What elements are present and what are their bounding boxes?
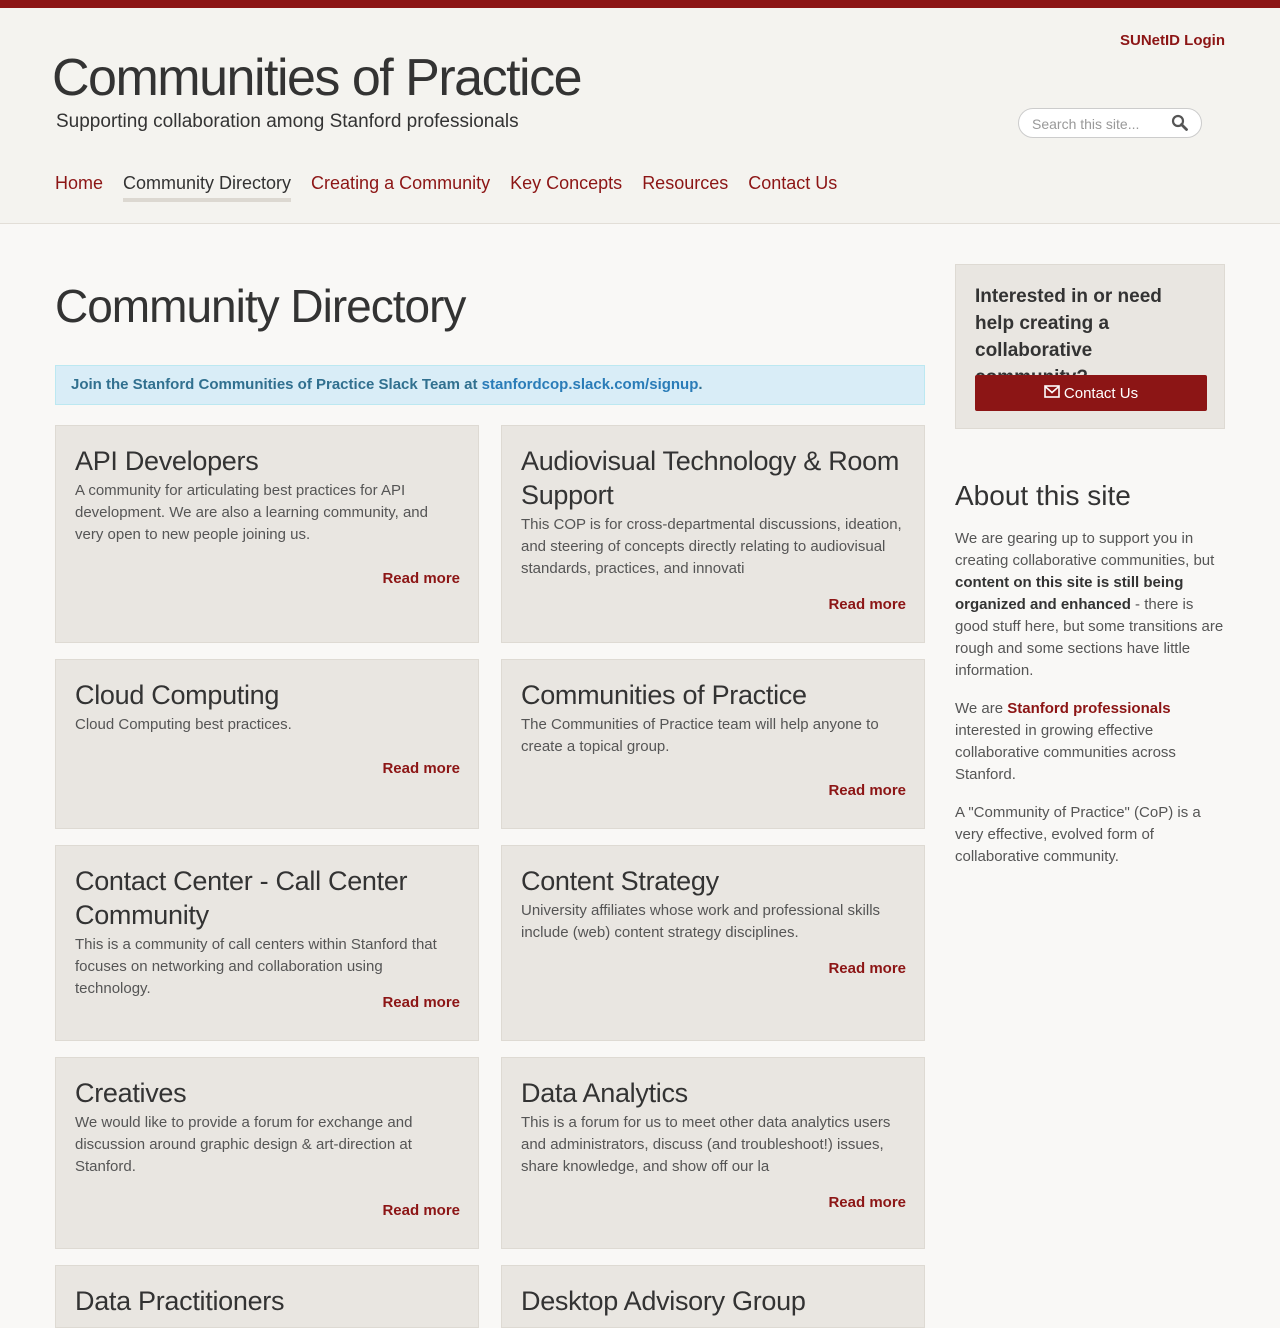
- card-description: This is a forum for us to meet other data analytics users and administrators, discuss (and troubleshoot!) issues, share knowledge, and show off our la: [521, 1114, 891, 1175]
- about-paragraph: [955, 698, 1225, 786]
- card-title: Creatives: [75, 1078, 187, 1108]
- search-box: [1018, 108, 1202, 138]
- nav-contact-us[interactable]: Contact Us: [748, 173, 838, 193]
- about-text-span: interested in growing effective collaborative communities across Stanford.: [955, 722, 1176, 783]
- nav-community-directory[interactable]: Community Directory: [123, 173, 291, 202]
- nav-resources[interactable]: Resources: [642, 173, 729, 193]
- alert-suffix: .: [698, 376, 703, 393]
- help-box: [955, 264, 1225, 429]
- slack-alert: [55, 365, 925, 405]
- site-header: [0, 8, 1280, 224]
- about-text-span: We are gearing up to support you in creating collaborative communities, but: [955, 530, 1215, 569]
- card-description: The Communities of Practice team will help anyone to create a topical group.: [521, 716, 879, 755]
- read-more-link[interactable]: Read more: [382, 570, 460, 587]
- sunetid-login-link[interactable]: SUNetID Login: [1120, 32, 1225, 49]
- page-title: Community Directory: [55, 280, 466, 332]
- contact-us-label: Contact Us: [1063, 384, 1139, 402]
- about-strong-text: content on this site is still being organized and enhanced: [955, 574, 1184, 613]
- read-more-link[interactable]: Read more: [828, 596, 906, 613]
- card-description: A community for articulating best practices for API development. We are also a learning community, and very open to new people joining us.: [75, 482, 428, 543]
- about-text-span: - there is good stuff here, but some transitions are rough and some sections have little information.: [955, 596, 1224, 679]
- about-paragraph: [955, 528, 1225, 682]
- community-card: [501, 845, 925, 1041]
- top-brand-bar: [0, 0, 1280, 8]
- card-title: Content Strategy: [521, 866, 719, 896]
- help-title: Interested in or need help creating a collaborative: [975, 286, 1162, 361]
- card-description: This COP is for cross-departmental discussions, ideation, and steering of concepts directly relating to audiovisual standards, practices, and innovati: [521, 516, 902, 577]
- read-more-link[interactable]: Read more: [382, 760, 460, 777]
- card-title: Desktop Advisory Group: [521, 1286, 806, 1316]
- card-title: Data Analytics: [521, 1078, 688, 1108]
- community-card: [501, 1265, 925, 1328]
- card-description: Cloud Computing best practices.: [75, 716, 292, 733]
- card-description: This is a community of call centers within Stanford that focuses on networking and collaboration using technology.: [75, 936, 437, 997]
- card-title: Cloud Computing: [75, 680, 280, 710]
- alert-text: Join the Stanford Communities of Practice Slack Team at: [71, 376, 478, 393]
- about-paragraph: A "Community of Practice" (CoP) is a very effective, evolved form of collaborative community.: [955, 804, 1201, 865]
- about-text: [955, 528, 1225, 884]
- nav-creating-a-community[interactable]: Creating a Community: [311, 173, 491, 193]
- envelope-icon: [1044, 385, 1060, 402]
- nav-home[interactable]: Home: [55, 173, 104, 193]
- about-text-span: We are: [955, 700, 1008, 717]
- community-card: [55, 1057, 479, 1249]
- card-title: Communities of Practice: [521, 680, 807, 710]
- card-description: We would like to provide a forum for exchange and discussion around graphic design & art-direction at Stanford.: [75, 1114, 413, 1175]
- nav-key-concepts[interactable]: Key Concepts: [510, 173, 623, 193]
- card-title: Audiovisual Technology & Room Support: [521, 446, 900, 510]
- community-card: [55, 425, 479, 643]
- card-description: University affiliates whose work and professional skills include (web) content strategy disciplines.: [521, 902, 881, 941]
- read-more-link[interactable]: Read more: [828, 960, 906, 977]
- about-title: About this site: [955, 480, 1131, 511]
- community-card: [55, 845, 479, 1041]
- card-title: Contact Center - Call Center Community: [75, 866, 408, 930]
- read-more-link[interactable]: Read more: [382, 1202, 460, 1219]
- site-slogan: Supporting collaboration among Stanford professionals: [56, 111, 519, 132]
- read-more-link[interactable]: Read more: [828, 782, 906, 799]
- read-more-link[interactable]: Read more: [382, 994, 460, 1011]
- site-title[interactable]: Communities of Practice: [52, 49, 582, 107]
- community-card: [501, 659, 925, 829]
- slack-signup-link[interactable]: stanfordcop.slack.com/signup: [481, 376, 699, 393]
- search-input[interactable]: [1032, 115, 1162, 133]
- read-more-link[interactable]: Read more: [828, 1194, 906, 1211]
- community-card: [501, 1057, 925, 1249]
- card-title: Data Practitioners: [75, 1286, 285, 1316]
- community-card: [55, 1265, 479, 1328]
- stanford-professionals-link[interactable]: Stanford professionals: [1007, 700, 1171, 717]
- card-title: API Developers: [75, 446, 259, 476]
- contact-us-button[interactable]: [975, 375, 1207, 411]
- community-card: [55, 659, 479, 829]
- main-nav: [55, 173, 837, 202]
- search-icon[interactable]: [1171, 114, 1189, 132]
- community-card: [501, 425, 925, 643]
